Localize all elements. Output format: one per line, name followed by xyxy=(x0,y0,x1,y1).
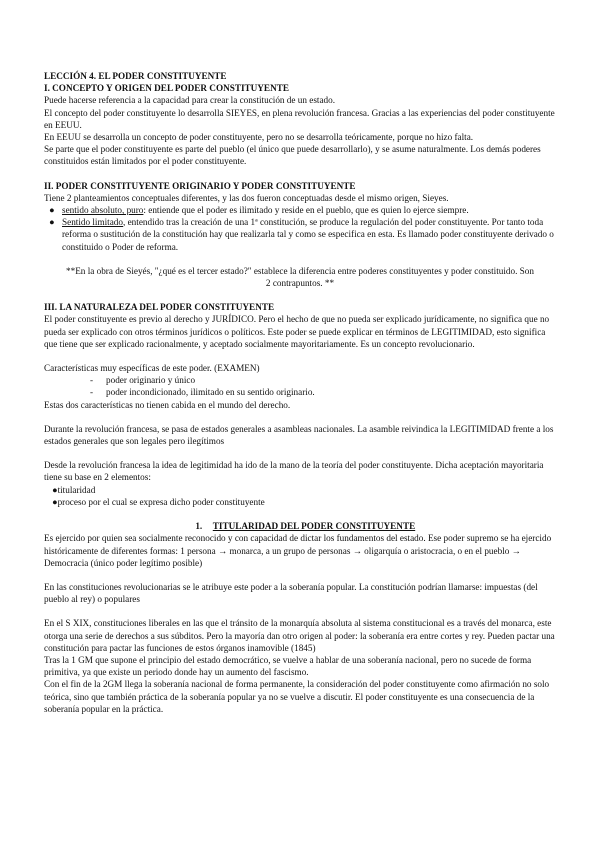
section3-paragraph: Desde la revolución francesa la idea de legitimidad ha ido de la mano de la teoría del poder constituyente. Dicha aceptación mayoritaria tiene su base en 2 elementos: xyxy=(44,460,544,483)
element-text: titularidad xyxy=(57,484,96,495)
list-item xyxy=(49,204,556,216)
list-item: - poder incondicionado, ilimitado en su sentido originario. xyxy=(90,387,315,398)
bullet-text: , entendido tras la creación de una 1ª constitución, se produce la regulación del poder constituyente. Por tanto toda reforma o sustitución de la constitución hay que realizarla tal y como se especifica en esta. Es llamado poder constituyente derivado o constituido o Poder de reforma. xyxy=(62,217,554,252)
list-item: ●titularidad xyxy=(52,484,96,495)
subsection-number: 1. xyxy=(195,521,203,532)
subsection1-paragraph: En las constituciones revolucionarias se le atribuye este poder a la soberanía popular. La constitución podrían llamarse: impuestas (del pueblo al rey) o populares xyxy=(44,581,538,605)
characteristic-text: poder originario y único xyxy=(106,375,196,386)
section1-line: El concepto del poder constituyente lo desarrolla SIEYES, en plena revolución francesa. Gracias a las experiencias del poder constituyente en EEUU. xyxy=(44,107,555,130)
subsection1-heading-row xyxy=(44,520,556,532)
section2-bullet-list xyxy=(44,204,556,253)
elements-list xyxy=(44,484,556,508)
lesson-title: LECCIÓN 4. EL PODER CONSTITUYENTE xyxy=(44,71,227,81)
section1-line: En EEUU se desarrolla un concepto de poder constituyente, pero no se desarrolla teóricamente, porque no hizo falta. xyxy=(44,132,474,143)
list-item: ●proceso por el cual se expresa dicho poder constituyente xyxy=(52,496,265,507)
section2-intro: Tiene 2 planteamientos conceptuales diferentes, y las dos fueron conceptuadas desde el mismo origen, Sieyes. xyxy=(44,192,449,203)
characteristics-outro: Estas dos características no tienen cabida en el mundo del derecho. xyxy=(44,399,291,410)
section1-line: Puede hacerse referencia a la capacidad para crear la constitución de un estado. xyxy=(44,95,336,106)
bullet-icon: ● xyxy=(49,217,55,228)
subsection1-paragraph: En el S XIX, constituciones liberales en las que el tránsito de la monarquía absoluta al sistema constitucional es a través del monarca, este otorga una serie de derechos a sus súbditos. Pero la mayoría dan otro origen al poder: la soberanía era entre cortes y rey. Pueden pactar una constitución para pactar las funciones de estos órganos inamovible (1845) xyxy=(44,618,555,653)
section2-note: **En la obra de Sieyés, "¿qué es el tercer estado?" establece la diferencia entre poderes constituyentes y poder constituido. Son 2 contrapuntos. ** xyxy=(66,265,534,289)
bullet-term: sentido absoluto, puro xyxy=(62,205,144,216)
characteristics-intro: Características muy específicas de este poder. (EXAMEN) xyxy=(44,363,260,374)
bullet-icon: ● xyxy=(49,205,55,216)
section3-paragraph: El poder constituyente es previo al derecho y JURÍDICO. Pero el hecho de que no pueda ser explicado jurídicamente, no significa que no pueda ser explicado con otros términos jurídicos o políticos. Este poder se puede explicar en términos de LEGITIMIDAD, esto significa que tiene que ser explicado racionalmente, y aceptado socialmente mayoritariamente. Es un concepto revolucionario. xyxy=(44,314,550,349)
list-item: - poder originario y único xyxy=(90,375,196,386)
subsection1-paragraph: Es ejercido por quien sea socialmente reconocido y con capacidad de dictar los fundamentos del estado. Ese poder supremo se ha ejercido históricamente de diferentes formas: 1 persona → monarca, a un grupo de personas → oligarquía o aristocracia, o en el pueblo → Democracia (único poder legítimo posible) xyxy=(44,533,552,568)
bullet-text: : entiende que el poder es ilimitado y reside en el pueblo, que es quien lo ejerce siempre. xyxy=(143,205,469,216)
section1-heading: I. CONCEPTO Y ORIGEN DEL PODER CONSTITUYENTE xyxy=(44,83,289,94)
subsection1-heading: TITULARIDAD DEL PODER CONSTITUYENTE xyxy=(212,521,416,532)
section2-heading: II. PODER CONSTITUYENTE ORIGINARIO Y PODER CONSTITUYENTE xyxy=(44,180,356,191)
characteristic-text: poder incondicionado, ilimitado en su sentido originario. xyxy=(106,387,315,398)
element-text: proceso por el cual se expresa dicho poder constituyente xyxy=(57,496,265,507)
subsection1-paragraph: Con el fin de la 2GM llega la soberanía nacional de forma permanente, la consideración del poder constituyente como afirmación no solo teórica, sino que también práctica de la soberanía popular ya no se vuelve a discutir. El poder constituyente es una consecuencia de la soberanía popular en la práctica. xyxy=(44,679,550,714)
bullet-term: Sentido limitado xyxy=(62,217,123,228)
section1-line: Se parte que el poder constituyente es parte del pueblo (el único que puede desarrollarlo), y se asume naturalmente. Los demás poderes constituidos están limitados por el poder constituyente. xyxy=(44,144,541,167)
section3-paragraph: Durante la revolución francesa, se pasa de estados generales a asambleas nacionales. La asamble reivindica la LEGITIMIDAD frente a los estados generales que son legales pero ilegítimos xyxy=(44,423,554,447)
section3-heading: III. LA NATURALEZA DEL PODER CONSTITUYENTE xyxy=(44,302,275,313)
subsection1-paragraph: Tras la 1 GM que supone el principio del estado democrático, se vuelve a hablar de una soberanía nacional, pero no sucede de forma primitiva, ya que existe un periodo donde hay un aumento del fascismo. xyxy=(44,654,532,678)
characteristics-list xyxy=(44,374,556,398)
list-item xyxy=(49,216,556,253)
